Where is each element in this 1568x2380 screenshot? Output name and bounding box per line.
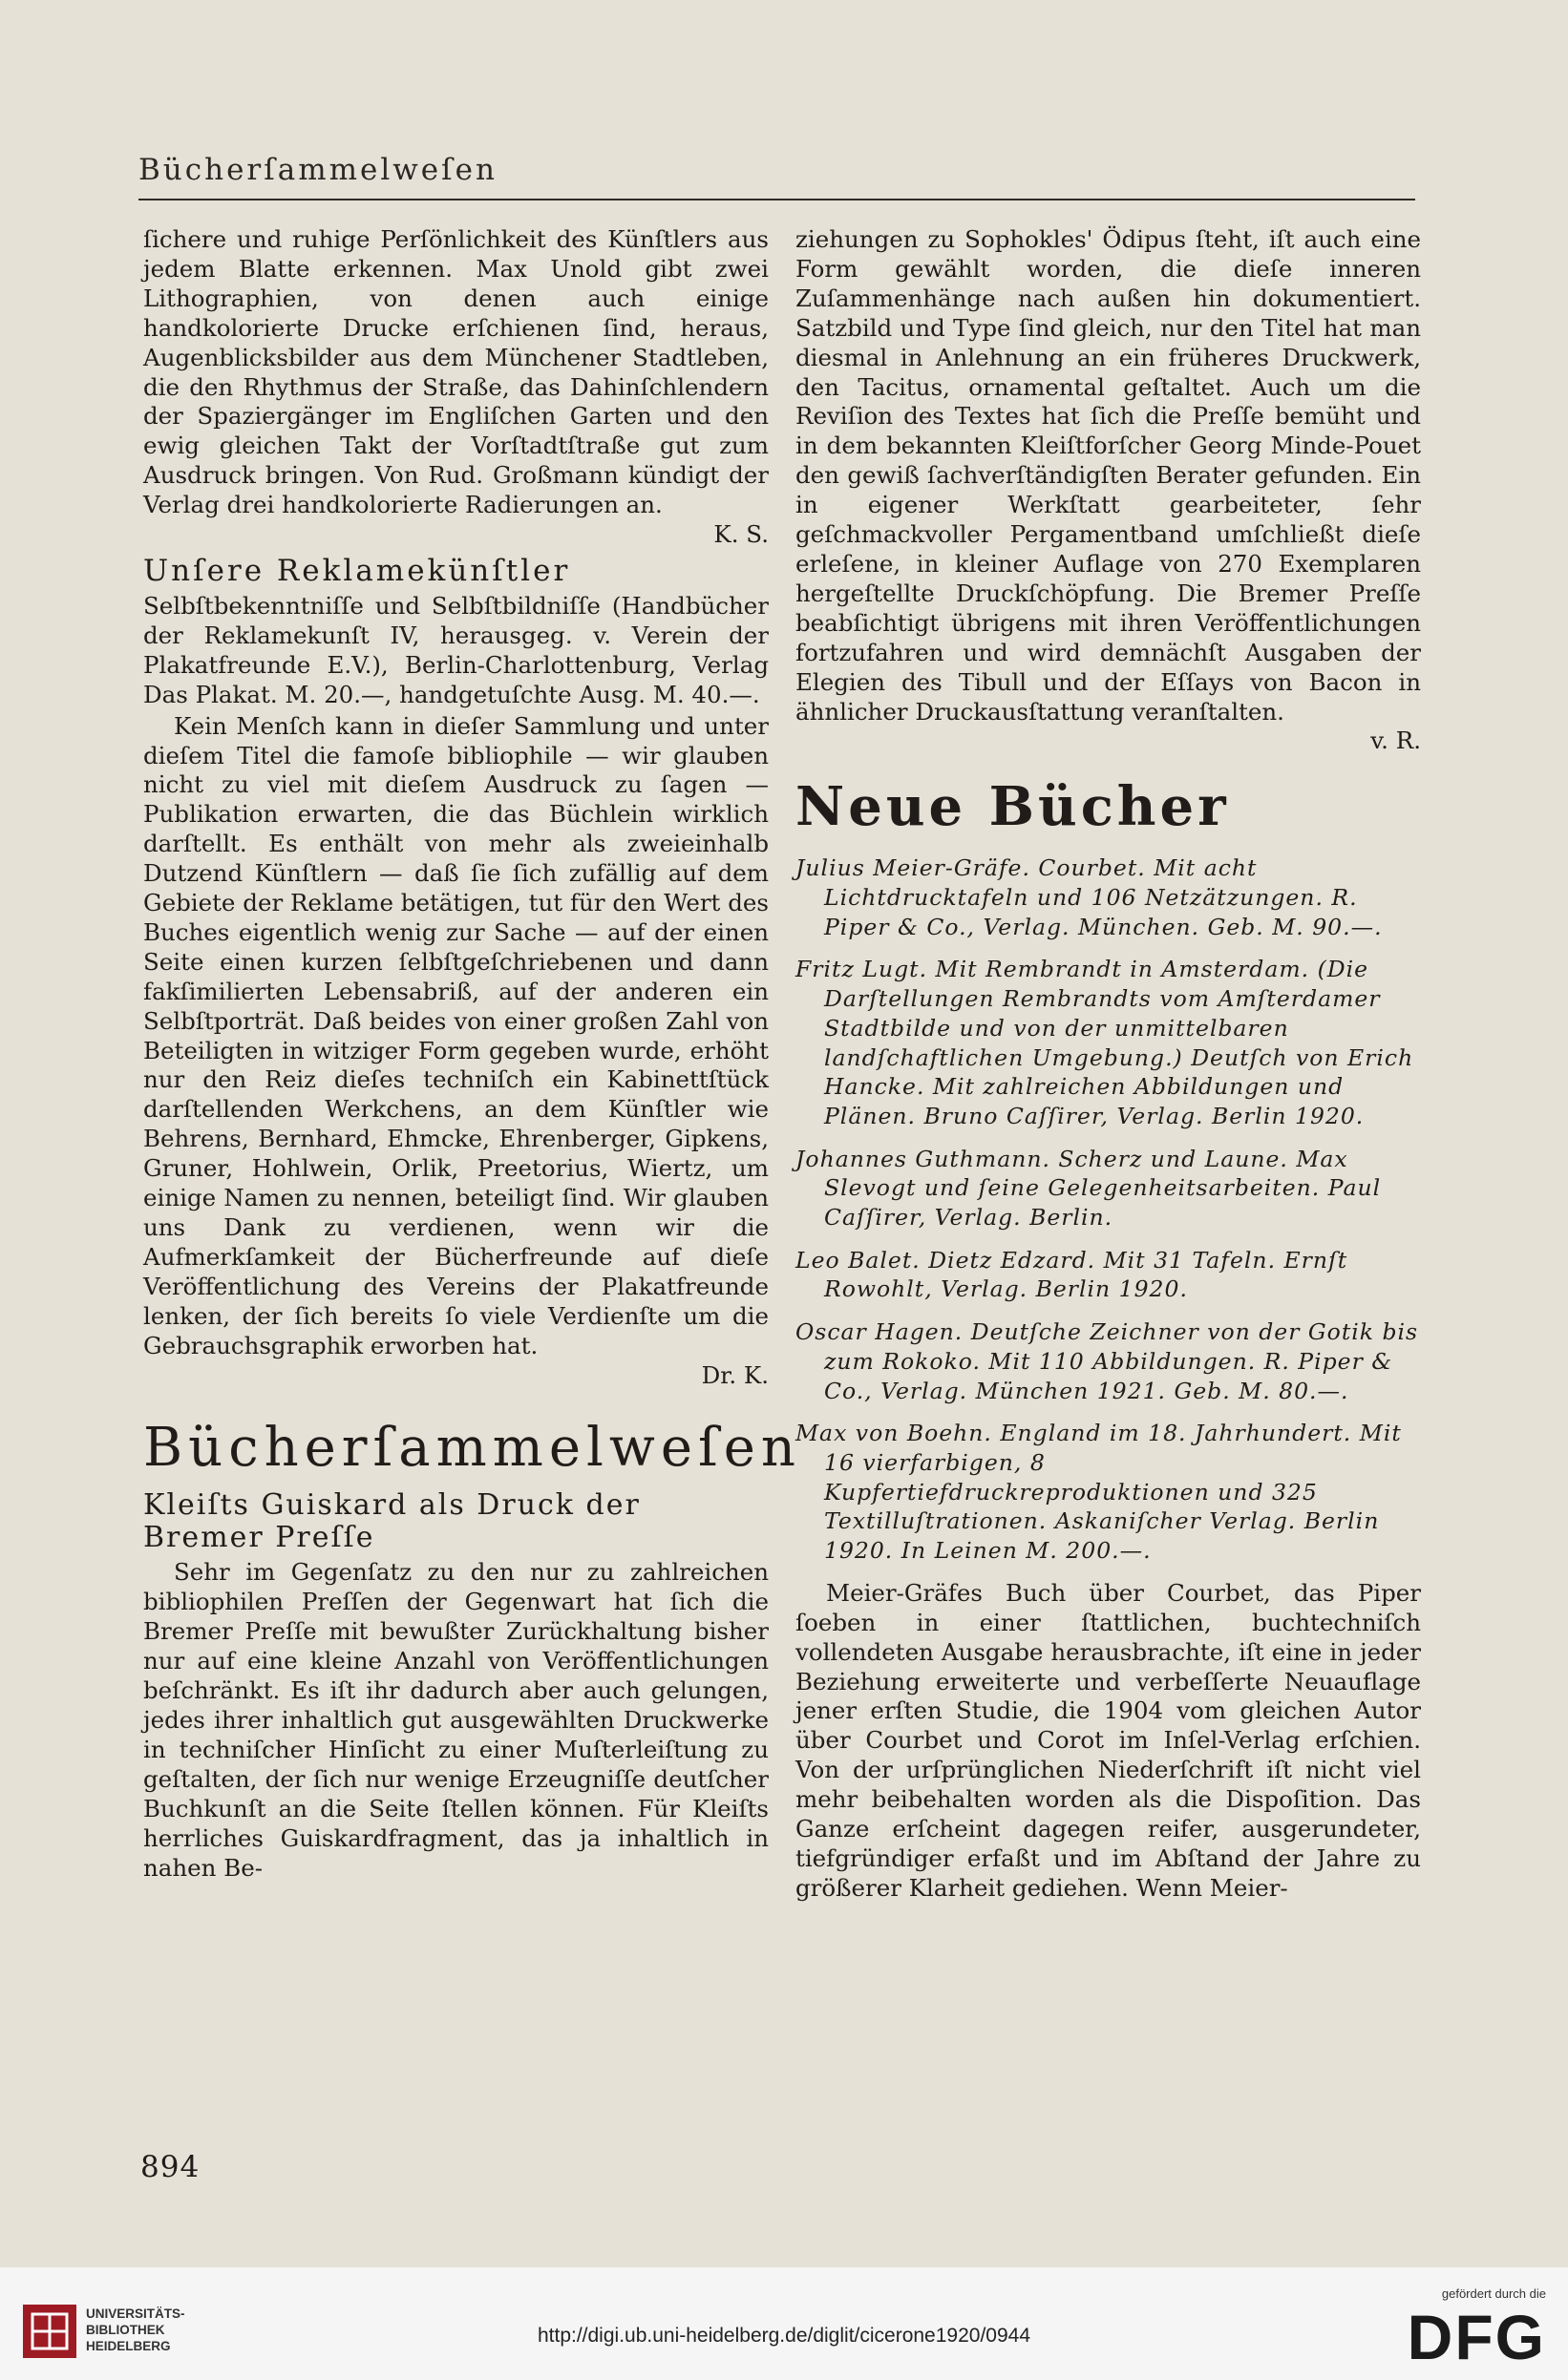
- signature: Dr. K.: [701, 1360, 769, 1389]
- book-entry: Johannes Guthmann. Scherz und Laune. Max Slevogt und ſeine Gelegenheitsarbeiten. Paul Caſſirer, Verlag. Berlin.: [795, 1145, 1382, 1232]
- book-entry: Julius Meier-Gräfe. Courbet. Mit acht Lichtdrucktafeln und 106 Netzätzungen. R. Piper & Co., Verlag. München. Geb. M. 90.—.: [795, 854, 1383, 940]
- permalink-url[interactable]: http://digi.ub.uni-heidelberg.de/diglit/cicerone1920/0944: [537, 2325, 1031, 2347]
- right-column: [795, 225, 1421, 1906]
- section-heading-neue-buecher: Neue Bücher: [795, 775, 1230, 839]
- left-column: [143, 225, 801, 1885]
- paragraph-review: Kein Menſch kann in dieſer Sammlung und unter dieſem Titel die famoſe bibliophile — wir glauben nicht zu viel mit dieſem Ausdruck zu ſagen — Publikation erwarten, die das Büchlein wirklich darſtellt. Es enthält von mehr als zweieinhalb Dutzend Künſtlern — daß ſie ſich zufällig auf dem Gebiete der Reklame betätigen, tut für den Wert des Buches eigentlich wenig zur Sache — auf der einen Seite einen kurzen ſelbſtgeſchriebenen und dann fakſimilierten Lebensabriß, auf der anderen ein Selbſtporträt. Daß beides von einer großen Zahl von Beteiligten in witziger Form gegeben wurde, erhöht nur den Reiz dieſes techniſch ein Kabinettſtück darſtellenden Werkchens, an dem Künſtler wie Behrens, Bernhard, Ehmcke, Ehrenberger, Gipkens, Gruner, Hohlwein, Orlik, Preetorius, Wiertz, um einige Namen zu nennen, beteiligt ſind. Wir glauben uns Dank zu verdienen, wenn wir die Aufmerkſamkeit der Bücherfreunde auf dieſe Veröffentlichung des Vereins der Plakatfreunde lenken, der ſich bereits ſo viele Verdienſte um die Gebrauchsgraphik erworben hat. Dr. K.: [143, 711, 769, 1389]
- digitization-footer: [0, 2267, 1568, 2380]
- paragraph-courbet: Meier-Gräfes Buch über Courbet, das Piper ſoeben in einer ſtattlichen, buchtechniſch vollendeten Ausgabe herausbrachte, iſt eine in jeder Beziehung erweiterte und verbeſſerte Neuauflage jener erſten Studie, die 1904 vom gleichen Autor über Courbet und Corot im Inſel-Verlag erſchien. Von der urſprünglichen Niederſchrift iſt nicht viel mehr beibehalten worden als die Dispoſition. Das Ganze erſcheint dagegen reifer, ausgerundeter, tiefgründiger erfaßt und im Abſtand der Jahre zu größerer Klarheit gediehen. Wenn Meier-: [795, 1578, 1421, 1902]
- section-heading-buechersammelwesen: Bücherſammelweſen: [143, 1417, 801, 1480]
- paragraph-bremer-presse: Sehr im Gegenſatz zu den nur zu zahlreichen bibliophilen Preſſen der Gegenwart hat ſich die Bremer Preſſe mit bewußter Zurückhaltung bisher nur auf eine kleine Anzahl von Veröffentlichungen beſchränkt. Es iſt ihr dadurch aber auch gelungen, jedes ihrer inhaltlich gut ausgewählten Druckwerke in techniſcher Hinſicht zu einer Muſterleiſtung zu geſtalten, der ſich nur wenige Erzeugniſſe deutſcher Buchkunſt an die Seite ſtellen können. Für Kleiſts herrliches Guiskardfragment, das ja inhaltlich in nahen Be-: [143, 1558, 769, 1882]
- paragraph-guiskard: ziehungen zu Sophokles' Ödipus ſteht, iſt auch eine Form gewählt worden, die dieſe inneren Zuſammenhänge nach außen hin dokumentiert. Satzbild und Type ſind gleich, nur den Titel hat man diesmal in Anlehnung an ein früheres Druckwerk, den Tacitus, ornamental geſtaltet. Auch um die Reviſion des Textes hat ſich die Preſſe bemüht und in dem bekannten Kleiſtforſcher Georg Minde-Pouet den gewiß ſachverſtändigſten Berater gefunden. Ein in eigener Werkſtatt gearbeiteter, ſehr geſchmackvoller Pergamentband umſchließt dieſe erleſene, in kleiner Auflage von 270 Exemplaren hergeſtellte Druckſchöpfung. Die Bremer Preſſe beabſichtigt übrigens mit ihren Veröffentlichungen fortzufahren und wird demnächſt Ausgaben der Elegien des Tibull und der Eſſays von Bacon in ähnlicher Druckausſtattung veranſtalten. v. R.: [795, 225, 1421, 755]
- running-head: Bücherſammelweſen: [138, 153, 498, 187]
- library-name: UNIVERSITÄTS- BIBLIOTHEK HEIDELBERG: [86, 2306, 185, 2353]
- paragraph-unold: ſichere und ruhige Perſönlichkeit des Künſtlers aus jedem Blatte erkennen. Max Unold gibt zwei Lithographien, von denen auch einige handkolorierte Drucke erſchienen ſind, heraus, Augenblicksbilder aus dem Münchener Stadtleben, die den Rhythmus der Straße, das Dahinſchlendern der Spaziergänger im Engliſchen Garten und den ewig gleichen Takt der Vorſtadtſtraße gut zum Ausdruck bringen. Von Rud. Großmann kündigt der Verlag drei handkolorierte Radierungen an. K. S.: [143, 225, 769, 549]
- bibliographic-note: Selbſtbekenntniſſe und Selbſtbildniſſe (Handbücher der Reklamekunſt IV, herausgeg. v. Verein der Plakatfreunde E.V.), Berlin-Charlottenburg, Verlag Das Plakat. M. 20.—, handgetuſchte Ausg. M. 40.—.: [143, 591, 769, 708]
- header-rule: [138, 199, 1415, 200]
- book-entry: Leo Balet. Dietz Edzard. Mit 31 Tafeln. Ernſt Rowohlt, Verlag. Berlin 1920.: [795, 1246, 1348, 1303]
- signature: K. S.: [713, 520, 769, 549]
- dfg-logo-icon: DFG: [1407, 2302, 1546, 2372]
- signature: v. R.: [1370, 727, 1421, 755]
- section-title-reklame: Unſere Reklamekünſtler: [143, 553, 571, 588]
- book-entry: Max von Boehn. England im 18. Jahrhundert. Mit 16 vierfarbigen, 8 Kupfertiefdruckreproduktionen und 325 Textilluſtrationen. Askaniſcher Verlag. Berlin 1920. In Leinen M. 200.—.: [795, 1420, 1402, 1565]
- book-list: [795, 853, 1421, 1565]
- article-title: Kleiſts Guiskard als Druck der Bremer Preſſe: [143, 1488, 641, 1555]
- book-entry: Oscar Hagen. Deutſche Zeichner von der Gotik bis zum Rokoko. Mit 110 Abbildungen. R. Piper & Co., Verlag. München 1921. Geb. M. 80.—.: [795, 1318, 1419, 1404]
- sponsor-caption: gefördert durch die: [1441, 2286, 1546, 2301]
- book-entry: Fritz Lugt. Mit Rembrandt in Amsterdam. (Die Darſtellungen Rembrandts vom Amſterdamer Stadtbilde und von der unmittelbaren landſchaftlichen Umgebung.) Deutſch von Erich Hancke. Mit zahlreichen Abbildungen und Plänen. Bruno Caſſirer, Verlag. Berlin 1920.: [795, 956, 1414, 1129]
- page-number: 894: [140, 2150, 201, 2184]
